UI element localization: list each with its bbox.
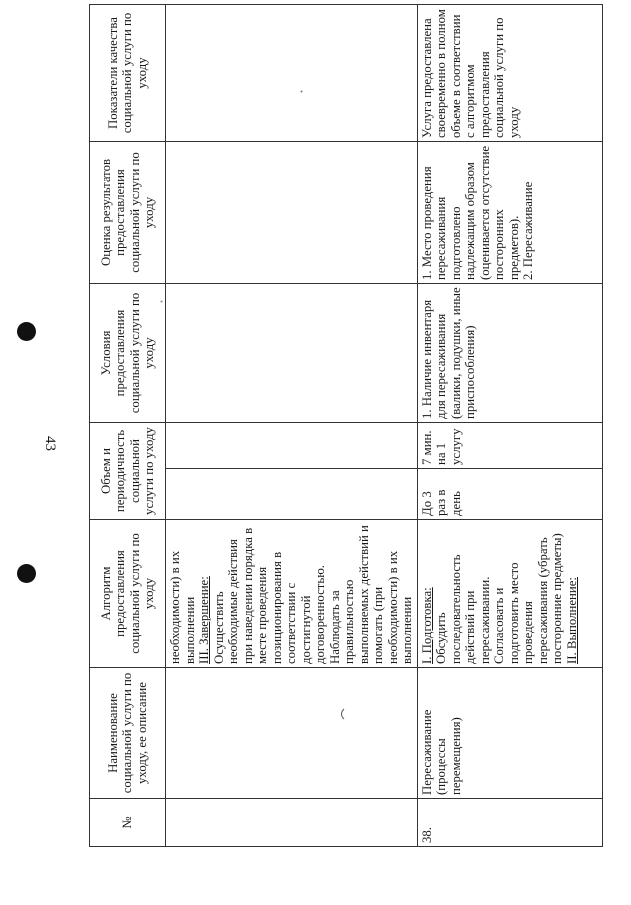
punch-hole-bottom: [17, 564, 36, 583]
cell-volume: 7 мин. на 1 услугу: [417, 423, 603, 469]
rotated-document-table: [89, 5, 603, 847]
algorithm-stage-title: I. Подготовка:: [419, 587, 434, 664]
cell-name: Пересаживание (процессы перемещения): [417, 668, 603, 799]
table-header-row: [90, 5, 166, 847]
algorithm-stage-title: II. Выполнение:: [564, 577, 579, 664]
header-num: №: [90, 799, 166, 847]
table-row-38: [417, 5, 603, 847]
cell-quality-empty: [166, 5, 418, 142]
algorithm-text: Обсудить последовательность действий при пересаживании. Согласовать и подготовить место проведения пересаживания (убрать посторонние предметы): [434, 533, 564, 664]
header-name: Наименование социальной услуги по уходу, ее описание: [90, 668, 166, 799]
cell-conditions-empty: [166, 284, 418, 423]
cell-algorithm: [417, 520, 603, 668]
page-number: 43: [42, 436, 58, 451]
header-algorithm: Алгоритм предоставления социальной услуги по уходу: [90, 520, 166, 668]
header-conditions: Условия предоставления социальной услуги по уходу: [90, 284, 166, 423]
cell-evaluation: 1. Место проведения пересаживания подготовлено надлежащим образом (оценивается отсутствие посторонних предметов). 2. Пересаживание: [417, 142, 603, 284]
cell-evaluation-empty: [166, 142, 418, 284]
cell-algorithm-continued: [166, 520, 418, 668]
header-volume: Объем и периодичность социальной услуги по уходу: [90, 423, 166, 520]
cell-name-empty: [166, 668, 418, 799]
cell-conditions: 1. Наличие инвентаря для пересаживания (валики, подушки, иные приспособления): [417, 284, 603, 423]
services-table: [89, 4, 603, 847]
table-row-continuation: [166, 5, 418, 847]
cell-quality: Услуга предоставлена своевременно в полном объеме в соответствии с алгоритмом предоставления социальной услуги по уходу: [417, 5, 603, 142]
punch-hole-top: [17, 322, 36, 341]
cell-frequency: До 3 раз в день: [417, 469, 603, 520]
cell-num: 38.: [417, 799, 603, 847]
algorithm-stage-title: III. Завершение:: [197, 576, 211, 664]
header-evaluation: Оценка результатов предоставления социальной услуги по уходу: [90, 142, 166, 284]
algorithm-line: Осуществить необходимые действия при наведении порядка в месте проведения позиционирования в соответствии с достигнутой договоренностью.: [211, 527, 327, 664]
cell-num-empty: [166, 799, 418, 847]
header-quality: Показатели качества социальной услуги по уходу: [90, 5, 166, 142]
algorithm-line: необходимости) в их выполнении: [168, 550, 197, 664]
cell-frequency-empty: [166, 469, 418, 520]
cell-volume-empty: [166, 423, 418, 469]
algorithm-line: Наблюдать за правильностью выполняемых действий и помогать (при необходимости) в их выполнении: [327, 525, 414, 664]
